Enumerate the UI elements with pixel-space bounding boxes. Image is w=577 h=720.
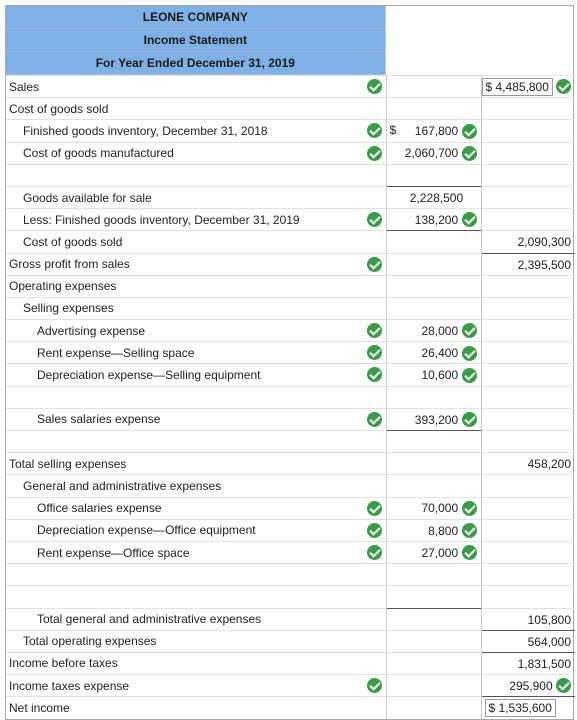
dollar-sign: $ [389,123,397,138]
income-before-taxes-amount: 1,831,500 [517,656,571,671]
check-circle-icon [462,146,477,161]
row-label: Less: Finished goods inventory, December 31, 2019 [23,212,300,227]
check-circle-icon [462,346,477,361]
row-label: Rent expense—Selling space [37,345,195,360]
row-total-opex [6,630,575,652]
check-circle-icon [556,79,571,94]
row-dep-selling [6,364,575,386]
row-cogs [6,231,575,253]
row-fg-begin [6,120,575,142]
check-circle-icon [462,323,477,338]
check-circle-icon [462,545,477,560]
row-rent-office [6,541,575,563]
total-opex-amount: 564,000 [527,634,571,649]
row-label: Rent expense—Office space [37,545,190,560]
row-office-salaries [6,497,575,519]
check-circle-icon [367,257,382,272]
statement-table [6,75,575,719]
header-row-period [6,52,573,75]
fg-end-amount: 138,200 [414,212,459,227]
row-label: Depreciation expense—Office equipment [37,523,256,538]
row-label: Finished goods inventory, December 31, 2018 [23,123,268,138]
row-opex [6,275,575,297]
row-label: Office salaries expense [37,501,162,516]
row-sales-salaries [6,408,575,430]
row-label: Sales [9,79,40,94]
statement-title: Income Statement [6,29,385,52]
fg-begin-amount: 167,800 [414,124,459,139]
row-fg-end [6,209,575,231]
row-selling [6,297,575,319]
row-label: Gross profit from sales [9,257,130,272]
row-blank [6,386,575,408]
row-label: Advertising expense [37,323,146,338]
row-blank [6,586,575,608]
row-label: Total operating expenses [23,634,157,649]
row-income-before-taxes [6,652,575,674]
check-circle-icon [367,545,382,560]
check-circle-icon [462,501,477,516]
row-label: Depreciation expense—Selling equipment [37,368,261,383]
row-total-selling [6,453,575,475]
total-selling-amount: 458,200 [527,457,571,472]
row-blank [6,164,575,186]
statement-period: For Year Ended December 31, 2019 [6,52,385,75]
row-label: Cost of goods manufactured [23,146,174,161]
cogs-amount: 2,090,300 [517,235,571,250]
row-label: Goods available for sale [23,190,152,205]
dep-selling-amount: 10,600 [421,368,459,383]
check-circle-icon [367,146,382,161]
row-label: Net income [9,701,70,716]
sales-amount: $ 4,485,800 [482,78,553,96]
row-label: Cost of goods sold [9,101,109,116]
sales-salaries-amount: 393,200 [414,412,459,427]
row-advertising [6,320,575,342]
check-circle-icon [462,412,477,427]
advertising-amount: 28,000 [421,323,459,338]
row-income-taxes [6,675,575,697]
check-circle-icon [462,124,477,139]
row-total-ga [6,608,575,630]
row-label: Cost of goods sold [23,234,123,249]
check-circle-icon [367,345,382,360]
row-label: Sales salaries expense [37,412,161,427]
check-circle-icon [367,323,382,338]
row-label: Total selling expenses [9,456,127,471]
check-circle-icon [556,678,571,693]
rent-office-amount: 27,000 [421,545,459,560]
header-row-company [6,6,573,29]
check-circle-icon [462,368,477,383]
cogm-amount: 2,060,700 [404,146,459,161]
total-ga-amount: 105,800 [527,612,571,627]
check-circle-icon [367,501,382,516]
dep-office-amount: 8,800 [428,523,459,538]
row-label: Total general and administrative expenses [37,612,262,627]
check-circle-icon [367,678,382,693]
row-label: Income taxes expense [9,678,130,693]
company-name: LEONE COMPANY [6,6,385,29]
check-circle-icon [462,523,477,538]
row-cogs-heading [6,98,575,120]
row-ga [6,475,575,497]
check-circle-icon [367,523,382,538]
income-taxes-amount: 295,900 [509,678,553,693]
check-circle-icon [367,212,382,227]
row-label: Income before taxes [9,656,118,671]
row-gafs [6,186,575,208]
office-salaries-amount: 70,000 [421,501,459,516]
check-circle-icon [367,79,382,94]
row-net-income [6,697,575,719]
row-dep-office [6,519,575,541]
rent-selling-amount: 26,400 [421,346,459,360]
gross-profit-amount: 2,395,500 [517,257,571,272]
income-statement [5,5,574,720]
row-cogm [6,142,575,164]
row-label: General and administrative expenses [23,478,222,493]
row-rent-selling [6,342,575,364]
header-row-statement [6,29,573,52]
row-label: Selling expenses [23,301,114,316]
check-circle-icon [367,123,382,138]
row-label: Operating expenses [9,279,117,294]
check-circle-icon [367,367,382,382]
gafs-amount: 2,228,500 [409,190,464,205]
row-blank [6,431,575,453]
row-sales [6,76,575,98]
check-circle-icon [367,412,382,427]
check-circle-icon [462,212,477,227]
row-gross-profit [6,253,575,275]
row-blank [6,564,575,586]
net-income-amount: $ 1,535,600 [485,699,556,717]
